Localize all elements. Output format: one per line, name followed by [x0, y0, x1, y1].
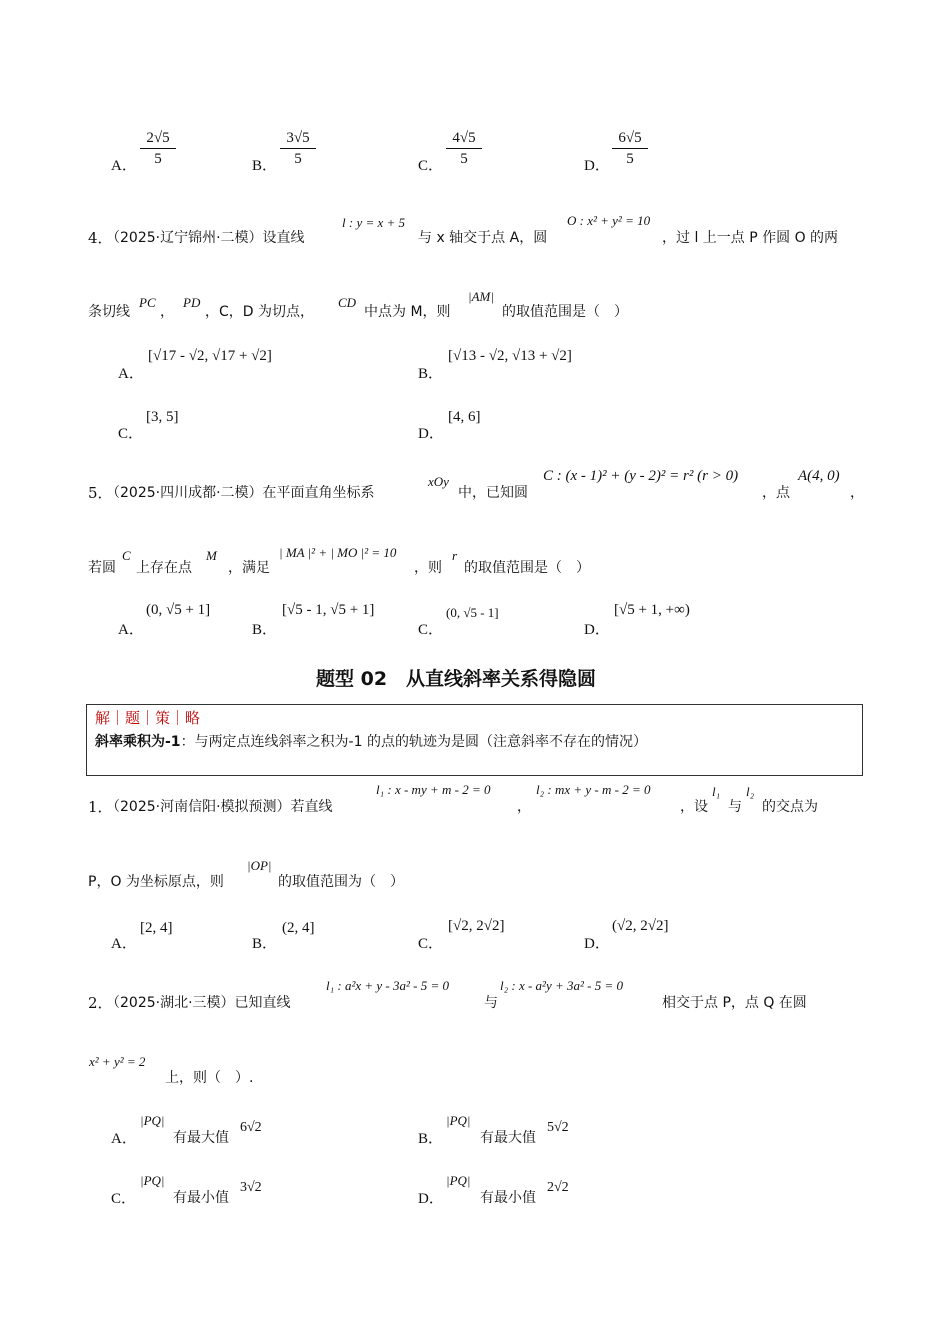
- q5-point-a: A(4, 0): [798, 468, 840, 484]
- q4-pd: PD: [183, 295, 201, 310]
- q5-option-a-label: A．: [118, 622, 144, 638]
- p1-option-b-label: B．: [252, 936, 278, 952]
- p2-option-b-pq: |PQ|: [446, 1113, 471, 1128]
- p1-option-a-label: A．: [111, 936, 137, 952]
- p1-text2: 的交点为: [762, 799, 818, 815]
- p2-source: （2025·湖北·三模）已知直线: [106, 995, 291, 1011]
- p1-text1: ，设: [680, 799, 708, 815]
- q4-option-c-value: [3, 5]: [146, 409, 179, 425]
- p1-text3a: P，O 为坐标原点，则: [88, 874, 224, 890]
- q3-option-c-label: C．: [418, 158, 444, 174]
- q4-text3a: 条切线: [88, 304, 130, 320]
- q5-text1: 中，已知圆: [458, 485, 528, 501]
- q4-line-equation: l : y = x + 5: [342, 215, 406, 230]
- p2-option-b-text: 有最大值: [480, 1130, 536, 1146]
- q5-text2b: ，: [850, 485, 864, 501]
- q4-option-c-label: C．: [118, 426, 144, 442]
- q4-option-d-value: [4, 6]: [448, 409, 481, 425]
- q5-text3b: 上存在点: [136, 560, 192, 576]
- q4-option-a-label: A．: [118, 366, 144, 382]
- denominator: 5: [460, 151, 468, 167]
- q5-option-d-value: [√5 + 1, +∞): [614, 602, 690, 618]
- q4-circle-equation: O : x² + y² = 10: [567, 213, 651, 228]
- q4-number: 4．: [88, 229, 113, 247]
- p1-op: |OP|: [247, 858, 272, 873]
- q5-number: 5．: [88, 484, 113, 502]
- q5-text3c: ，满足: [228, 560, 270, 576]
- p2-circle: x² + y² = 2: [89, 1054, 146, 1069]
- strategy-bold: 斜率乘积为-1: [95, 734, 181, 750]
- p1-line-l2: l₂ : mx + y - m - 2 = 0: [536, 782, 651, 797]
- strategy-text: ：与两定点连线斜率之积为-1 的点的轨迹为是圆（注意斜率不存在的情况）: [180, 734, 647, 750]
- q5-option-c-value: (0, √5 - 1]: [446, 605, 499, 620]
- p2-option-a-text: 有最大值: [173, 1130, 229, 1146]
- p2-option-d-text: 有最小值: [480, 1190, 536, 1206]
- p1-option-c-label: C．: [418, 936, 444, 952]
- numerator: 6√5: [612, 129, 648, 149]
- q3-option-d-fraction: [612, 129, 648, 169]
- q4-text3d: 的取值范围是（ ）: [502, 304, 628, 320]
- p2-option-d-value: 2√2: [547, 1180, 569, 1195]
- q4-cd: CD: [338, 295, 357, 310]
- p2-option-a-pq: |PQ|: [140, 1113, 165, 1128]
- q5-text3d: ，则: [414, 560, 442, 576]
- p1-option-d-value: (√2, 2√2]: [612, 918, 669, 934]
- p1-source: （2025·河南信阳·模拟预测）若直线: [106, 799, 333, 815]
- q5-condition: | MA |² + | MO |² = 10: [279, 545, 397, 560]
- p1-comma: ，: [517, 799, 531, 815]
- p1-option-a-value: [2, 4]: [140, 920, 173, 936]
- q4-option-a-value: [√17 - √2, √17 + √2]: [148, 348, 272, 364]
- q5-option-b-label: B．: [252, 622, 278, 638]
- p2-option-b-value: 5√2: [547, 1120, 569, 1135]
- q5-r: r: [452, 548, 458, 563]
- p2-option-d-pq: |PQ|: [446, 1173, 471, 1188]
- p1-with: 与: [728, 799, 742, 815]
- p2-option-c-pq: |PQ|: [140, 1173, 165, 1188]
- q5-option-c-label: C．: [418, 622, 444, 638]
- strategy-body: [95, 731, 647, 751]
- q3-option-a-fraction: [140, 129, 176, 169]
- p2-line-l1: l₁ : a²x + y - 3a² - 5 = 0: [326, 978, 449, 993]
- denominator: 5: [154, 151, 162, 167]
- strategy-title: 解｜题｜策｜略: [95, 709, 201, 727]
- q5-option-d-label: D．: [584, 622, 610, 638]
- denominator: 5: [294, 151, 302, 167]
- p2-number: 2．: [88, 994, 113, 1012]
- q5-circle-equation: C : (x - 1)² + (y - 2)² = r² (r > 0): [543, 468, 739, 484]
- q3-option-d-label: D．: [584, 158, 610, 174]
- p2-option-a-label: A．: [111, 1131, 137, 1147]
- q5-text3a: 若圆: [88, 560, 116, 576]
- p1-l2-symbol: l₂: [746, 784, 755, 799]
- p1-option-d-label: D．: [584, 936, 610, 952]
- q4-option-b-label: B．: [418, 366, 444, 382]
- q4-pc: PC: [139, 295, 156, 310]
- p2-option-a-value: 6√2: [240, 1120, 262, 1135]
- q4-text1: 与 x 轴交于点 A，圆: [418, 230, 548, 246]
- p2-line-l2: l₂ : x - a²y + 3a² - 5 = 0: [500, 978, 623, 993]
- q5-option-a-value: (0, √5 + 1]: [146, 602, 211, 618]
- p2-option-c-label: C．: [111, 1191, 137, 1207]
- p1-option-c-value: [√2, 2√2]: [448, 918, 505, 934]
- q5-text3e: 的取值范围是（ ）: [464, 560, 590, 576]
- p1-l1-symbol: l₁: [712, 784, 721, 799]
- q4-comma: ，: [160, 304, 174, 320]
- numerator: 3√5: [280, 129, 316, 149]
- q4-text3b: ，C，D 为切点，: [205, 304, 315, 320]
- q4-source: （2025·辽宁锦州·二模）设直线: [106, 230, 305, 246]
- q4-text3c: 中点为 M，则: [364, 304, 451, 320]
- p1-line-l1: l₁ : x - my + m - 2 = 0: [376, 782, 491, 797]
- strategy-box: [86, 704, 863, 776]
- p2-text1: 相交于点 P，点 Q 在圆: [662, 995, 807, 1011]
- q4-text2: ，过 l 上一点 P 作圆 O 的两: [662, 230, 839, 246]
- p1-option-b-value: (2, 4]: [282, 920, 315, 936]
- q4-option-d-label: D．: [418, 426, 444, 442]
- p2-option-d-label: D．: [418, 1191, 444, 1207]
- q4-option-b-value: [√13 - √2, √13 + √2]: [448, 348, 572, 364]
- q3-option-b-label: B．: [252, 158, 278, 174]
- p2-option-b-label: B．: [418, 1131, 444, 1147]
- q5-text2: ，点: [762, 485, 790, 501]
- q3-option-c-fraction: [446, 129, 482, 169]
- q5-option-b-value: [√5 - 1, √5 + 1]: [282, 602, 375, 618]
- p1-text3b: 的取值范围为（ ）: [278, 874, 404, 890]
- q3-option-b-fraction: [280, 129, 316, 169]
- p2-text2: 上，则（ ）.: [165, 1070, 254, 1086]
- p1-number: 1．: [88, 798, 113, 816]
- p2-option-c-value: 3√2: [240, 1180, 262, 1195]
- numerator: 4√5: [446, 129, 482, 149]
- q5-m: M: [206, 548, 217, 563]
- p2-with: 与: [484, 995, 498, 1011]
- q4-am: |AM|: [468, 289, 494, 304]
- denominator: 5: [626, 151, 634, 167]
- q5-c: C: [122, 548, 131, 563]
- p2-option-c-text: 有最小值: [173, 1190, 229, 1206]
- q5-xoy: xOy: [428, 474, 449, 489]
- q3-option-a-label: A．: [111, 158, 137, 174]
- numerator: 2√5: [140, 129, 176, 149]
- section-title: 题型 02 从直线斜率关系得隐圆: [316, 668, 597, 690]
- q5-source: （2025·四川成都·二模）在平面直角坐标系: [106, 485, 375, 501]
